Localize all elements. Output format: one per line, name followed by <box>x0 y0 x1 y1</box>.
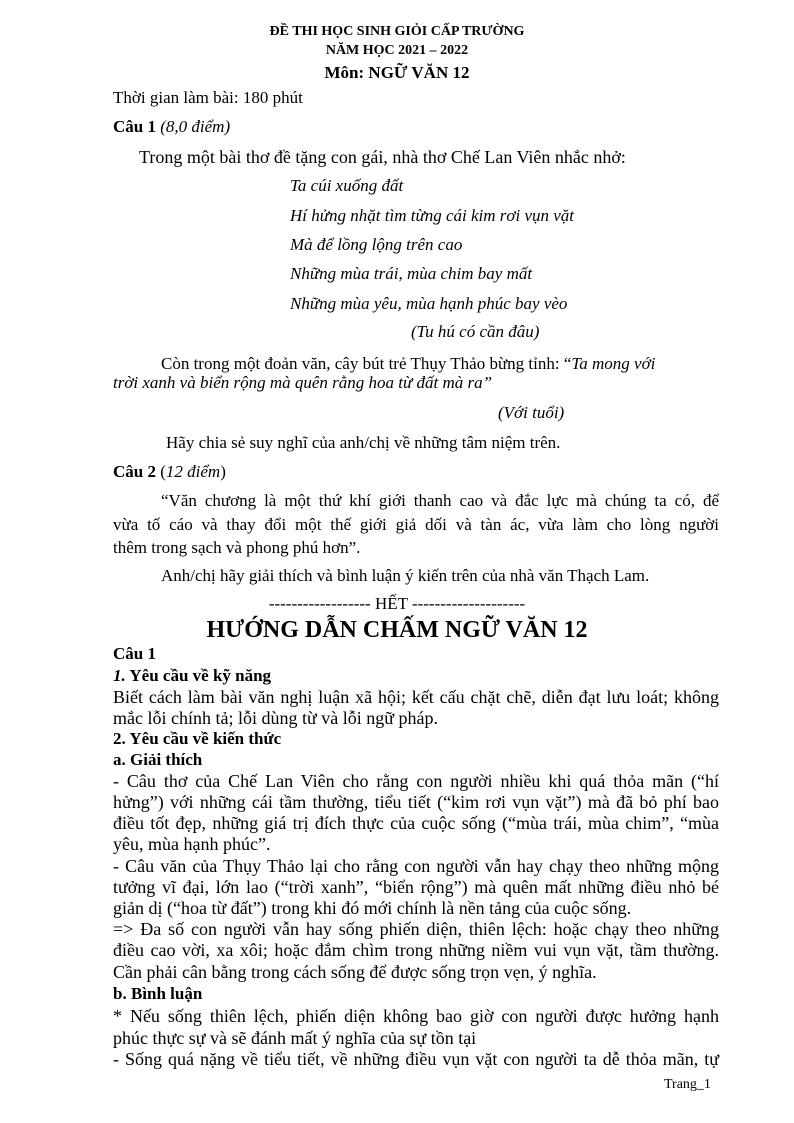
exam-title: ĐỀ THI HỌC SINH GIỎI CẤP TRƯỜNG <box>269 24 525 39</box>
question-1-points: (8,0 điểm) <box>160 117 231 136</box>
section-1-heading <box>113 666 271 686</box>
prose-source: (Với tuổi) <box>498 403 565 422</box>
question-1-intro: Trong một bài thơ đề tặng con gái, nhà thơ Chế Lan Viên nhắc nhở: <box>139 147 626 167</box>
poem-line: Mà để lồng lộng trên cao <box>290 235 463 254</box>
quote-line: vừa tố cáo và thay đổi một thế giới giả dối và tàn ác, vừa làm cho lòng người <box>113 515 719 534</box>
end-marker: ------------------ HẾT -------------------- <box>268 594 526 613</box>
question-1-heading <box>113 117 230 137</box>
section-b-heading: b. Bình luận <box>113 984 203 1003</box>
section-1-title: Yêu cầu về kỹ năng <box>125 666 272 685</box>
section-1-line: Biết cách làm bài văn nghị luận xã hội; kết cấu chặt chẽ, diễn đạt lưu loát; không <box>113 687 719 707</box>
section-a-line: hửng”) với những cái tầm thường, tiểu tiết (“kim rơi vụn vặt”) mà đã bỏ phí bao <box>113 792 719 812</box>
prose-line-2: trời xanh và biển rộng mà quên rằng hoa từ đất mà ra” <box>113 373 493 392</box>
question-2-label: Câu 2 <box>113 462 156 481</box>
section-a-line: điều tốt đẹp, những giá trị đích thực của cuộc sống (“mùa trái, mùa chim”, “mùa <box>113 813 719 833</box>
section-1-line: mắc lỗi chính tả; lỗi dùng từ và lỗi ngữ pháp. <box>113 708 438 728</box>
section-b-line: phúc thực sự và sẽ đánh mất ý nghĩa của sự tồn tại <box>113 1028 477 1048</box>
section-a-line: - Câu thơ của Chế Lan Viên cho rằng con người nhiều khi quá thỏa mãn (“hí <box>113 771 719 791</box>
section-a-line: => Đa số con người vẫn hay sống phiến diện, thiên lệch: hoặc chạy theo những <box>113 919 719 939</box>
section-b-line: - Sống quá nặng về tiểu tiết, về những điều vụn vặt con người ta dễ thỏa mãn, tự <box>113 1049 719 1069</box>
guide-title: HƯỚNG DẪN CHẤM NGỮ VĂN 12 <box>206 617 588 643</box>
question-2-heading <box>113 462 226 482</box>
section-a-heading: a. Giải thích <box>113 750 203 769</box>
quote-line: thêm trong sạch và phong phú hơn”. <box>113 538 361 557</box>
guide-cau-1: Câu 1 <box>113 644 156 663</box>
poem-line: Những mùa yêu, mùa hạnh phúc bay vèo <box>290 294 568 313</box>
paren-open: ( <box>160 462 166 481</box>
subject: Môn: NGỮ VĂN 12 <box>324 63 470 82</box>
section-a-line: - Câu văn của Thụy Thảo lại cho rằng con người vẫn hay chạy theo những mộng <box>113 856 719 876</box>
section-1-number: 1. <box>113 666 126 685</box>
prose-line-1 <box>161 354 655 374</box>
page-number: Trang_1 <box>664 1077 711 1092</box>
question-2-points: 12 điểm <box>165 462 221 481</box>
paren-close: ) <box>220 462 226 481</box>
poem-line: Những mùa trái, mùa chim bay mất <box>290 264 533 283</box>
poem-line: Hí hửng nhặt tìm từng cái kim rơi vụn vặt <box>290 206 575 225</box>
question-2-task: Anh/chị hãy giải thích và bình luận ý kiến trên của nhà văn Thạch Lam. <box>161 566 650 585</box>
quote-line: “Văn chương là một thứ khí giới thanh cao và đắc lực mà chúng ta có, để <box>161 491 719 510</box>
section-b-line: * Nếu sống thiên lệch, phiến diện không bao giờ con người được hưởng hạnh <box>113 1006 719 1026</box>
section-a-line: điều cao vời, xa xôi; hoặc đắm chìm trong những niềm vui vụn vặt, tầm thường. <box>113 940 719 960</box>
section-a-line: yêu, mùa hạnh phúc”. <box>113 834 271 854</box>
question-1-label: Câu 1 <box>113 117 156 136</box>
poem-line: Ta cúi xuống đất <box>290 176 404 195</box>
section-a-line: Cần phải cân bằng trong cách sống để được sống trọn vẹn, ý nghĩa. <box>113 962 597 982</box>
section-2-heading: 2. Yêu cầu về kiến thức <box>113 729 282 748</box>
school-year: NĂM HỌC 2021 – 2022 <box>325 43 469 58</box>
question-1-task: Hãy chia sẻ suy nghĩ của anh/chị về những tâm niệm trên. <box>166 433 561 452</box>
prose-line-1-plain: Còn trong một đoản văn, cây bút trẻ Thụy Thảo bừng tỉnh: “ <box>161 354 572 373</box>
prose-line-1-italic: Ta mong với <box>571 354 656 373</box>
time-limit: Thời gian làm bài: 180 phút <box>113 88 303 107</box>
poem-source: (Tu hú có cần đâu) <box>411 322 540 341</box>
section-a-line: tưởng vĩ đại, lớn lao (“trời xanh”, “biển rộng”) mà quên mất những điều nhỏ bé <box>113 877 719 897</box>
section-a-line: giản dị (“hoa từ đất”) trong khi đó mới chính là nền tảng của cuộc sống. <box>113 898 632 918</box>
